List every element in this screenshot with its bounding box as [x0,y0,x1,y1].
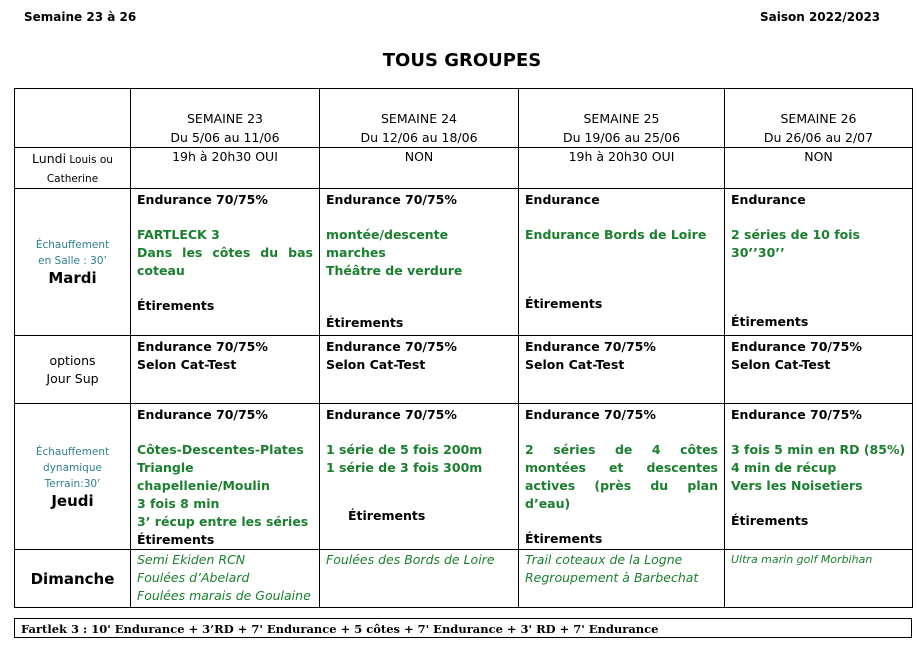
outro: Étirements [137,532,215,547]
options-week-25 [519,336,725,404]
header-week-range: Semaine 23 à 26 [24,10,137,24]
warmup-line: Échauffement [35,239,110,251]
day-name: Jeudi [51,491,94,510]
lundi-row [15,148,913,189]
options-week-26 [725,336,913,404]
option-line: Endurance 70/75% [525,339,656,354]
week-header-23 [131,89,320,148]
header-season: Saison 2022/2023 [760,10,881,24]
lundi-week-23: 19h à 20h30 OUI [131,148,320,189]
options-week-24 [320,336,519,404]
fartlek-note: Fartlek 3 : 10' Endurance + 3’RD + 7' Endurance + 5 côtes + 7' Endurance + 3' RD + 7' Endurance [14,618,912,638]
lundi-coaches-line2: Catherine [46,173,99,185]
option-line: Selon Cat-Test [326,357,426,372]
workout-line: 1 série de 3 fois 300m [326,460,483,475]
options-label [15,336,131,404]
race-line: Semi Ekiden RCN [137,552,246,567]
jeudi-week-25 [519,404,725,550]
dimanche-row [15,550,913,608]
lundi-week-24: NON [320,148,519,189]
workout-line: Vers les Noisetiers [731,478,863,493]
week-name: SEMAINE 23 [187,111,263,126]
options-week-23 [131,336,320,404]
outro: Étirements [348,508,426,523]
mardi-row [15,189,913,336]
workout-line: Dans les côtes du bas coteau [137,245,313,278]
option-line: Selon Cat-Test [137,357,237,372]
workout-line: 3’ récup entre les séries [137,514,309,529]
race-line: Ultra marin golf Morbihan [731,553,873,566]
intro: Endurance [731,192,806,207]
intro: Endurance [525,192,600,207]
workout-line: FARTLECK 3 [137,227,220,242]
warmup-line: Terrain:30’ [44,477,101,490]
intro: Endurance 70/75% [525,407,656,422]
week-dates: Du 12/06 au 18/06 [360,130,478,145]
outro: Étirements [525,296,603,311]
warmup-line: dynamique [43,461,102,474]
workout-line: Endurance Bords de Loire [525,227,707,242]
workout-line: Triangle chapellenie/Moulin [137,460,270,493]
week-header-26 [725,89,913,148]
dimanche-week-26 [725,550,913,608]
race-line: Foulées marais de Goulaine [137,588,311,603]
option-line: Endurance 70/75% [326,339,457,354]
dimanche-week-23 [131,550,320,608]
mardi-week-24 [320,189,519,336]
week-dates: Du 26/06 au 2/07 [763,130,874,145]
intro: Endurance 70/75% [137,407,268,422]
lundi-week-25: 19h à 20h30 OUI [519,148,725,189]
jeudi-week-24 [320,404,519,550]
workout-line: 2 séries de 4 côtes montées et descentes actives (près du plan d’eau) [525,442,718,511]
warmup-line: Échauffement [35,445,110,458]
workout-line: Côtes-Descentes-Plates [137,442,304,457]
outro: Étirements [731,513,809,528]
week-name: SEMAINE 24 [381,111,457,126]
workout-line: 2 séries de 10 fois 30’’30’’ [731,227,860,260]
week-header-25 [519,89,725,148]
lundi-coaches: Louis ou [66,154,113,166]
jeudi-week-23 [131,404,320,550]
week-header-24 [320,89,519,148]
option-line: Endurance 70/75% [137,339,268,354]
options-line: options [49,352,96,368]
jeudi-row [15,404,913,550]
workout-line: montée/descente marches [326,227,449,260]
race-line: Foulées des Bords de Loire [326,552,495,567]
week-dates: Du 19/06 au 25/06 [562,130,681,145]
week-name: SEMAINE 25 [583,111,660,126]
corner-cell [15,89,131,148]
workout-line: 3 fois 8 min [137,496,220,511]
training-schedule-table [14,88,913,608]
day-name: Mardi [48,269,97,287]
intro: Endurance 70/75% [326,407,457,422]
race-line: Foulées d’Abelard [137,570,250,585]
dimanche-label [15,550,131,608]
race-line: Regroupement à Barbechat [525,570,699,585]
day-name: Dimanche [30,569,115,588]
workout-line: 1 série de 5 fois 200m [326,442,483,457]
workout-line: 3 fois 5 min en RD (85%) [731,442,906,457]
intro: Endurance 70/75% [137,192,268,207]
day-name: Lundi [32,151,67,166]
week-header-row [15,89,913,148]
option-line: Endurance 70/75% [731,339,862,354]
options-row [15,336,913,404]
mardi-week-26 [725,189,913,336]
lundi-week-26: NON [725,148,913,189]
week-dates: Du 5/06 au 11/06 [170,130,280,145]
mardi-week-25 [519,189,725,336]
outro: Étirements [731,314,809,329]
outro: Étirements [326,315,404,330]
outro: Étirements [137,298,215,313]
workout-line: Théâtre de verdure [326,263,463,278]
mardi-week-23 [131,189,320,336]
intro: Endurance 70/75% [731,407,862,422]
workout-line: 4 min de récup [731,460,837,475]
jeudi-week-26 [725,404,913,550]
dimanche-week-25 [519,550,725,608]
week-name: SEMAINE 26 [780,111,857,126]
outro: Étirements [525,531,603,546]
page-title: TOUS GROUPES [382,50,542,71]
jeudi-label [15,404,131,550]
race-line: Trail coteaux de la Logne [525,552,683,567]
warmup-line: en Salle : 30’ [38,255,107,267]
dimanche-week-24 [320,550,519,608]
option-line: Selon Cat-Test [525,357,625,372]
lundi-label [15,148,131,189]
mardi-label [15,189,131,336]
options-line: Jour Sup [46,370,99,386]
intro: Endurance 70/75% [326,192,457,207]
option-line: Selon Cat-Test [731,357,831,372]
